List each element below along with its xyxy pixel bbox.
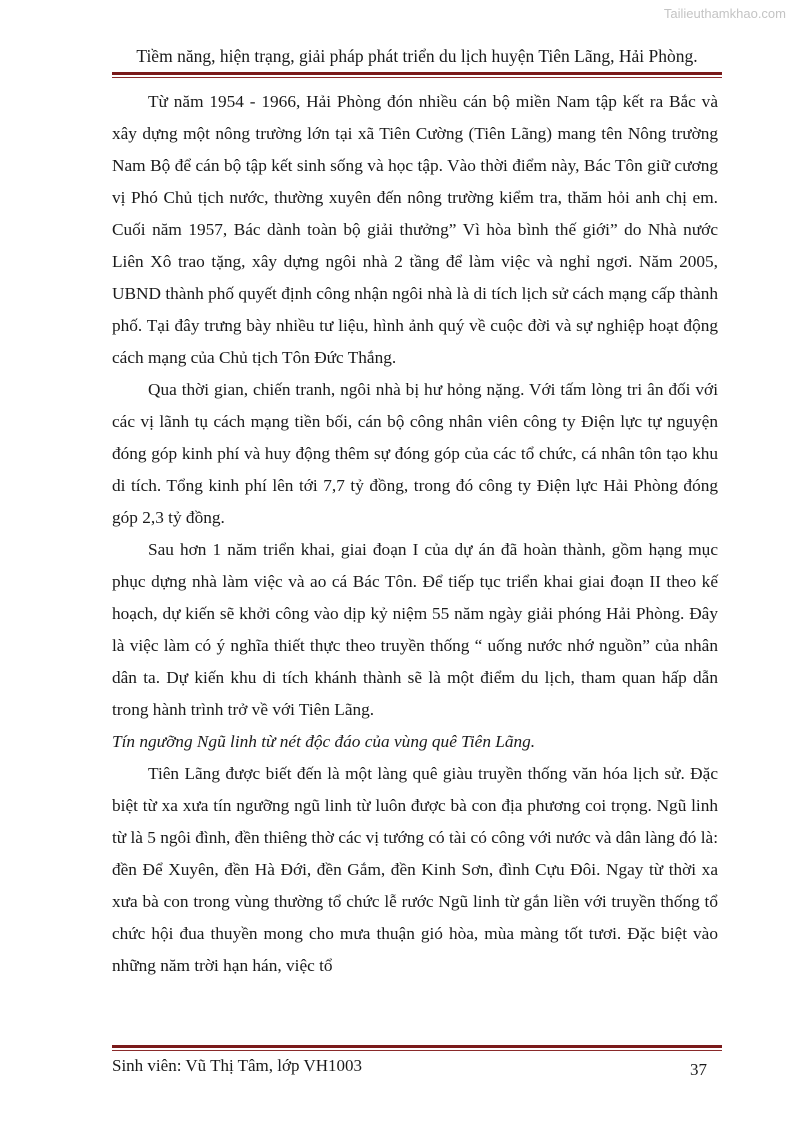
section-heading: Tín ngưỡng Ngũ linh từ nét độc đáo của vùng quê Tiên Lãng.: [112, 732, 536, 751]
body-paragraph: Qua thời gian, chiến tranh, ngôi nhà bị hư hỏng nặng. Với tấm lòng tri ân đối với các vị lãnh tụ cách mạng tiền bối, cán bộ công nhân viên công ty Điện lực tự nguyện đóng góp kinh phí và huy động thêm sự đóng góp của các tổ chức, cá nhân tôn tạo khu di tích. Tổng kinh phí lên tới 7,7 tỷ đồng, trong đó công ty Điện lực Hải Phòng đóng góp 2,3 tỷ đồng.: [112, 380, 718, 527]
body-paragraph: Từ năm 1954 - 1966, Hải Phòng đón nhiều cán bộ miền Nam tập kết ra Bắc và xây dựng một nông trường lớn tại xã Tiên Cường (Tiên Lãng) mang tên Nông trường Nam Bộ để cán bộ tập kết sinh sống và học tập. Vào thời điểm này, Bác Tôn giữ cương vị Phó Chủ tịch nước, thường xuyên đến nông trường kiểm tra, thăm hỏi anh chị em. Cuối năm 1957, Bác dành toàn bộ giải thưởng” Vì hòa bình thế giới” do Nhà nước Liên Xô trao tặng, xây dựng ngôi nhà 2 tầng để làm việc và nghỉ ngơi. Năm 2005, UBND thành phố quyết định công nhận ngôi nhà là di tích lịch sử cách mạng cấp thành phố. Tại đây trưng bày nhiều tư liệu, hình ảnh quý về cuộc đời và sự nghiệp hoạt động cách mạng của Chủ tịch Tôn Đức Thắng.: [112, 92, 718, 367]
header-rule-thin: [112, 77, 722, 78]
footer-rule-thin: [112, 1050, 722, 1051]
page-number: 37: [690, 1060, 707, 1079]
page-body: [112, 86, 718, 982]
body-paragraph: Sau hơn 1 năm triển khai, giai đoạn I của dự án đã hoàn thành, gồm hạng mục phục dựng nhà làm việc và ao cá Bác Tôn. Để tiếp tục triển khai giai đoạn II theo kế hoạch, dự kiến sẽ khởi công vào dịp kỷ niệm 55 năm ngày giải phóng Hải Phòng. Đây là việc làm có ý nghĩa thiết thực theo truyền thống “ uống nước nhớ nguồn” của nhân dân ta. Dự kiến khu di tích khánh thành sẽ là một điểm du lịch, tham quan hấp dẫn trong hành trình trở về với Tiên Lãng.: [112, 540, 718, 719]
body-paragraph: Tiên Lãng được biết đến là một làng quê giàu truyền thống văn hóa lịch sử. Đặc biệt từ xa xưa tín ngưỡng ngũ linh từ luôn được bà con địa phương coi trọng. Ngũ linh từ là 5 ngôi đình, đền thiêng thờ các vị tướng có tài có công với nước và dân làng đó là: đền Để Xuyên, đền Hà Đới, đền Gắm, đền Kinh Sơn, đình Cựu Đôi. Ngay từ thời xa xưa bà con trong vùng thường tổ chức lễ rước Ngũ linh từ gắn liền với truyền thống tổ chức hội đua thuyền mong cho mưa thuận gió hòa, mùa màng tốt tươi. Đặc biệt vào những năm trời hạn hán, việc tổ: [112, 764, 718, 975]
page-header-title: Tiềm năng, hiện trạng, giải pháp phát triển du lịch huyện Tiên Lãng, Hải Phòng.: [136, 46, 698, 66]
footer-student: Sinh viên: Vũ Thị Tâm, lớp VH1003: [112, 1056, 362, 1075]
footer-rule: [112, 1045, 722, 1048]
watermark: Tailieuthamkhao.com: [663, 6, 786, 21]
header-rule: [112, 72, 722, 75]
